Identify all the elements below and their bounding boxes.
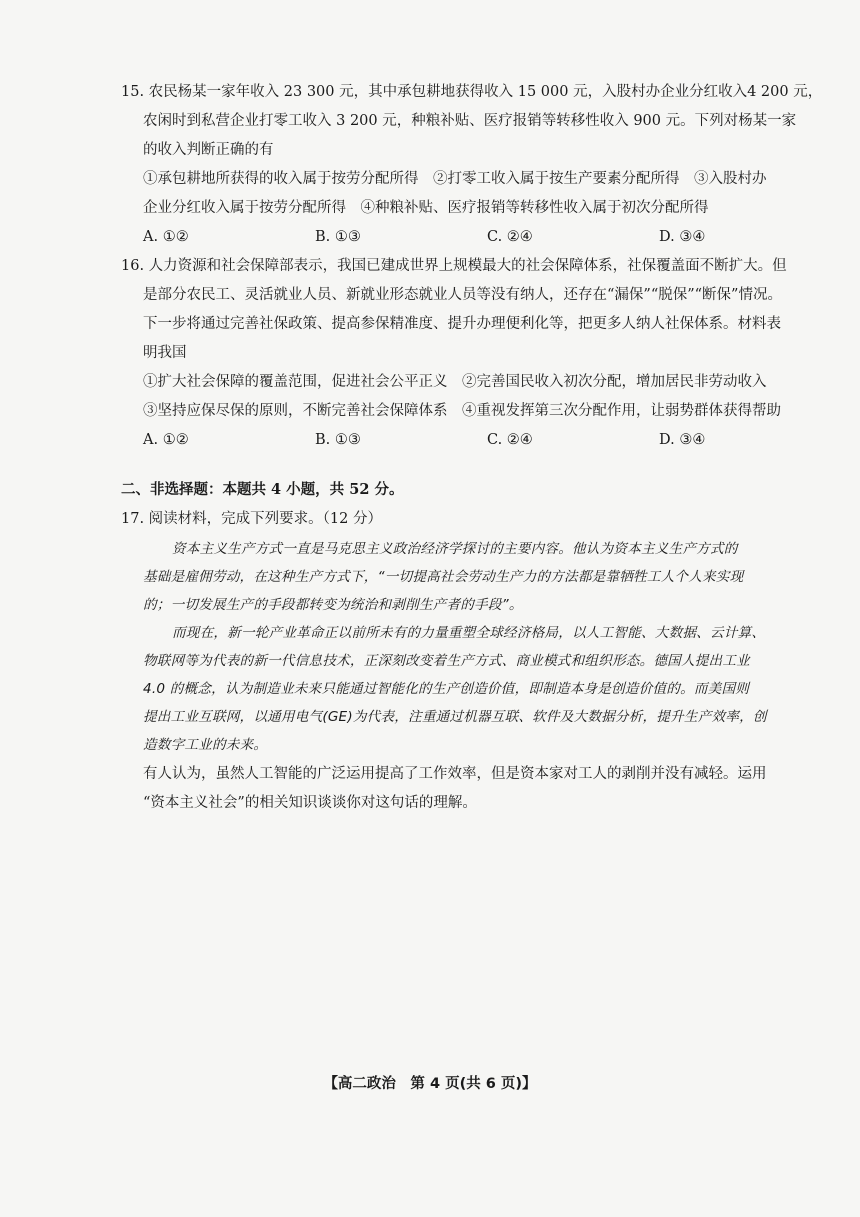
q17-material-line-1: 资本主义生产方式一直是马克思主义政治经济学探讨的主要内容。他认为资本主义生产方式的 [172,541,738,557]
q15-stem-line-3: 的收入判断正确的有 [143,142,274,158]
q15-statements-line-1: ①承包耕地所获得的收入属于按劳分配所得 ②打零工收入属于按生产要素分配所得 ③入股村办 [143,171,767,187]
q17-material-line-8: 造数字工业的未来。 [143,737,268,753]
q17-material-line-2: 基础是雇佣劳动，在这种生产方式下，“一切提高社会劳动生产力的方法都是靠牺牲工人个人来实现 [143,569,744,585]
q16-stem-line-4: 明我国 [143,345,187,361]
q15-option-a[interactable]: A. ①② [143,229,189,245]
q17-material-line-5: 物联网等为代表的新一代信息技术，正深刻改变着生产方式、商业模式和组织形态。德国人提出工业 [143,653,750,669]
q15-option-b[interactable]: B. ①③ [315,229,361,245]
q15-stem-line-2: 农闲时到私营企业打零工收入 3 200 元，种粮补贴、医疗报销等转移性收入 900 元。下列对杨某一家 [143,113,797,129]
q16-stem-line-3: 下一步将通过完善社保政策、提高参保精准度、提升办理便利化等，把更多人纳人社保体系。材料表 [143,316,781,332]
q16-option-c[interactable]: C. ②④ [487,432,533,448]
q16-statements-line-1: ①扩大社会保障的覆盖范围，促进社会公平正义 ②完善国民收入初次分配，增加居民非劳动收入 [143,374,767,390]
q17-material-line-7: 提出工业互联网，以通用电气(GE)为代表，注重通过机器互联、软件及大数据分析，提升生产效率，创 [143,709,767,725]
q17-material-line-4: 而现在，新一轮产业革命正以前所未有的力量重塑全球经济格局，以人工智能、大数据、云计算、 [172,625,766,641]
q16-statements-line-2: ③坚持应保尽保的原则，不断完善社会保障体系 ④重视发挥第三次分配作用，让弱势群体获得帮助 [143,403,781,419]
page-footer: 【高二政治 第 4 页(共 6 页)】 [323,1076,537,1092]
q16-option-d[interactable]: D. ③④ [659,432,706,448]
q15-stem-line-1: 15. 农民杨某一家年收入 23 300 元，其中承包耕地获得收入 15 000 元，入股村办企业分红收入4 200 元， [121,84,823,100]
q15-option-c[interactable]: C. ②④ [487,229,533,245]
q17-question-line-1: 有人认为，虽然人工智能的广泛运用提高了工作效率，但是资本家对工人的剥削并没有减轻。运用 [143,766,767,782]
q16-stem-line-1: 16. 人力资源和社会保障部表示，我国已建成世界上规模最大的社会保障体系，社保覆盖面不断扩大。但 [121,258,787,274]
q17-material-line-6: 4.0 的概念，认为制造业未来只能通过智能化的生产创造价值，即制造本身是创造价值的。而美国则 [143,681,750,697]
q16-stem-line-2: 是部分农民工、灵活就业人员、新就业形态就业人员等没有纳人，还存在“漏保”“脱保”“断保”情况。 [143,287,782,303]
section-2-heading: 二、非选择题：本题共 4 小题，共 52 分。 [121,481,404,498]
q15-statements-line-2: 企业分红收入属于按劳分配所得 ④种粮补贴、医疗报销等转移性收入属于初次分配所得 [143,200,709,216]
q17-title: 17. 阅读材料，完成下列要求。（12 分） [121,511,382,527]
q17-question-line-2: “资本主义社会”的相关知识谈谈你对这句话的理解。 [143,795,477,811]
q15-options [143,227,705,247]
q16-option-a[interactable]: A. ①② [143,432,189,448]
q15-option-d[interactable]: D. ③④ [659,229,706,245]
q17-material-line-3: 的；一切发展生产的手段都转变为统治和剥削生产者的手段”。 [143,597,523,613]
q16-options [143,430,705,450]
q16-option-b[interactable]: B. ①③ [315,432,361,448]
